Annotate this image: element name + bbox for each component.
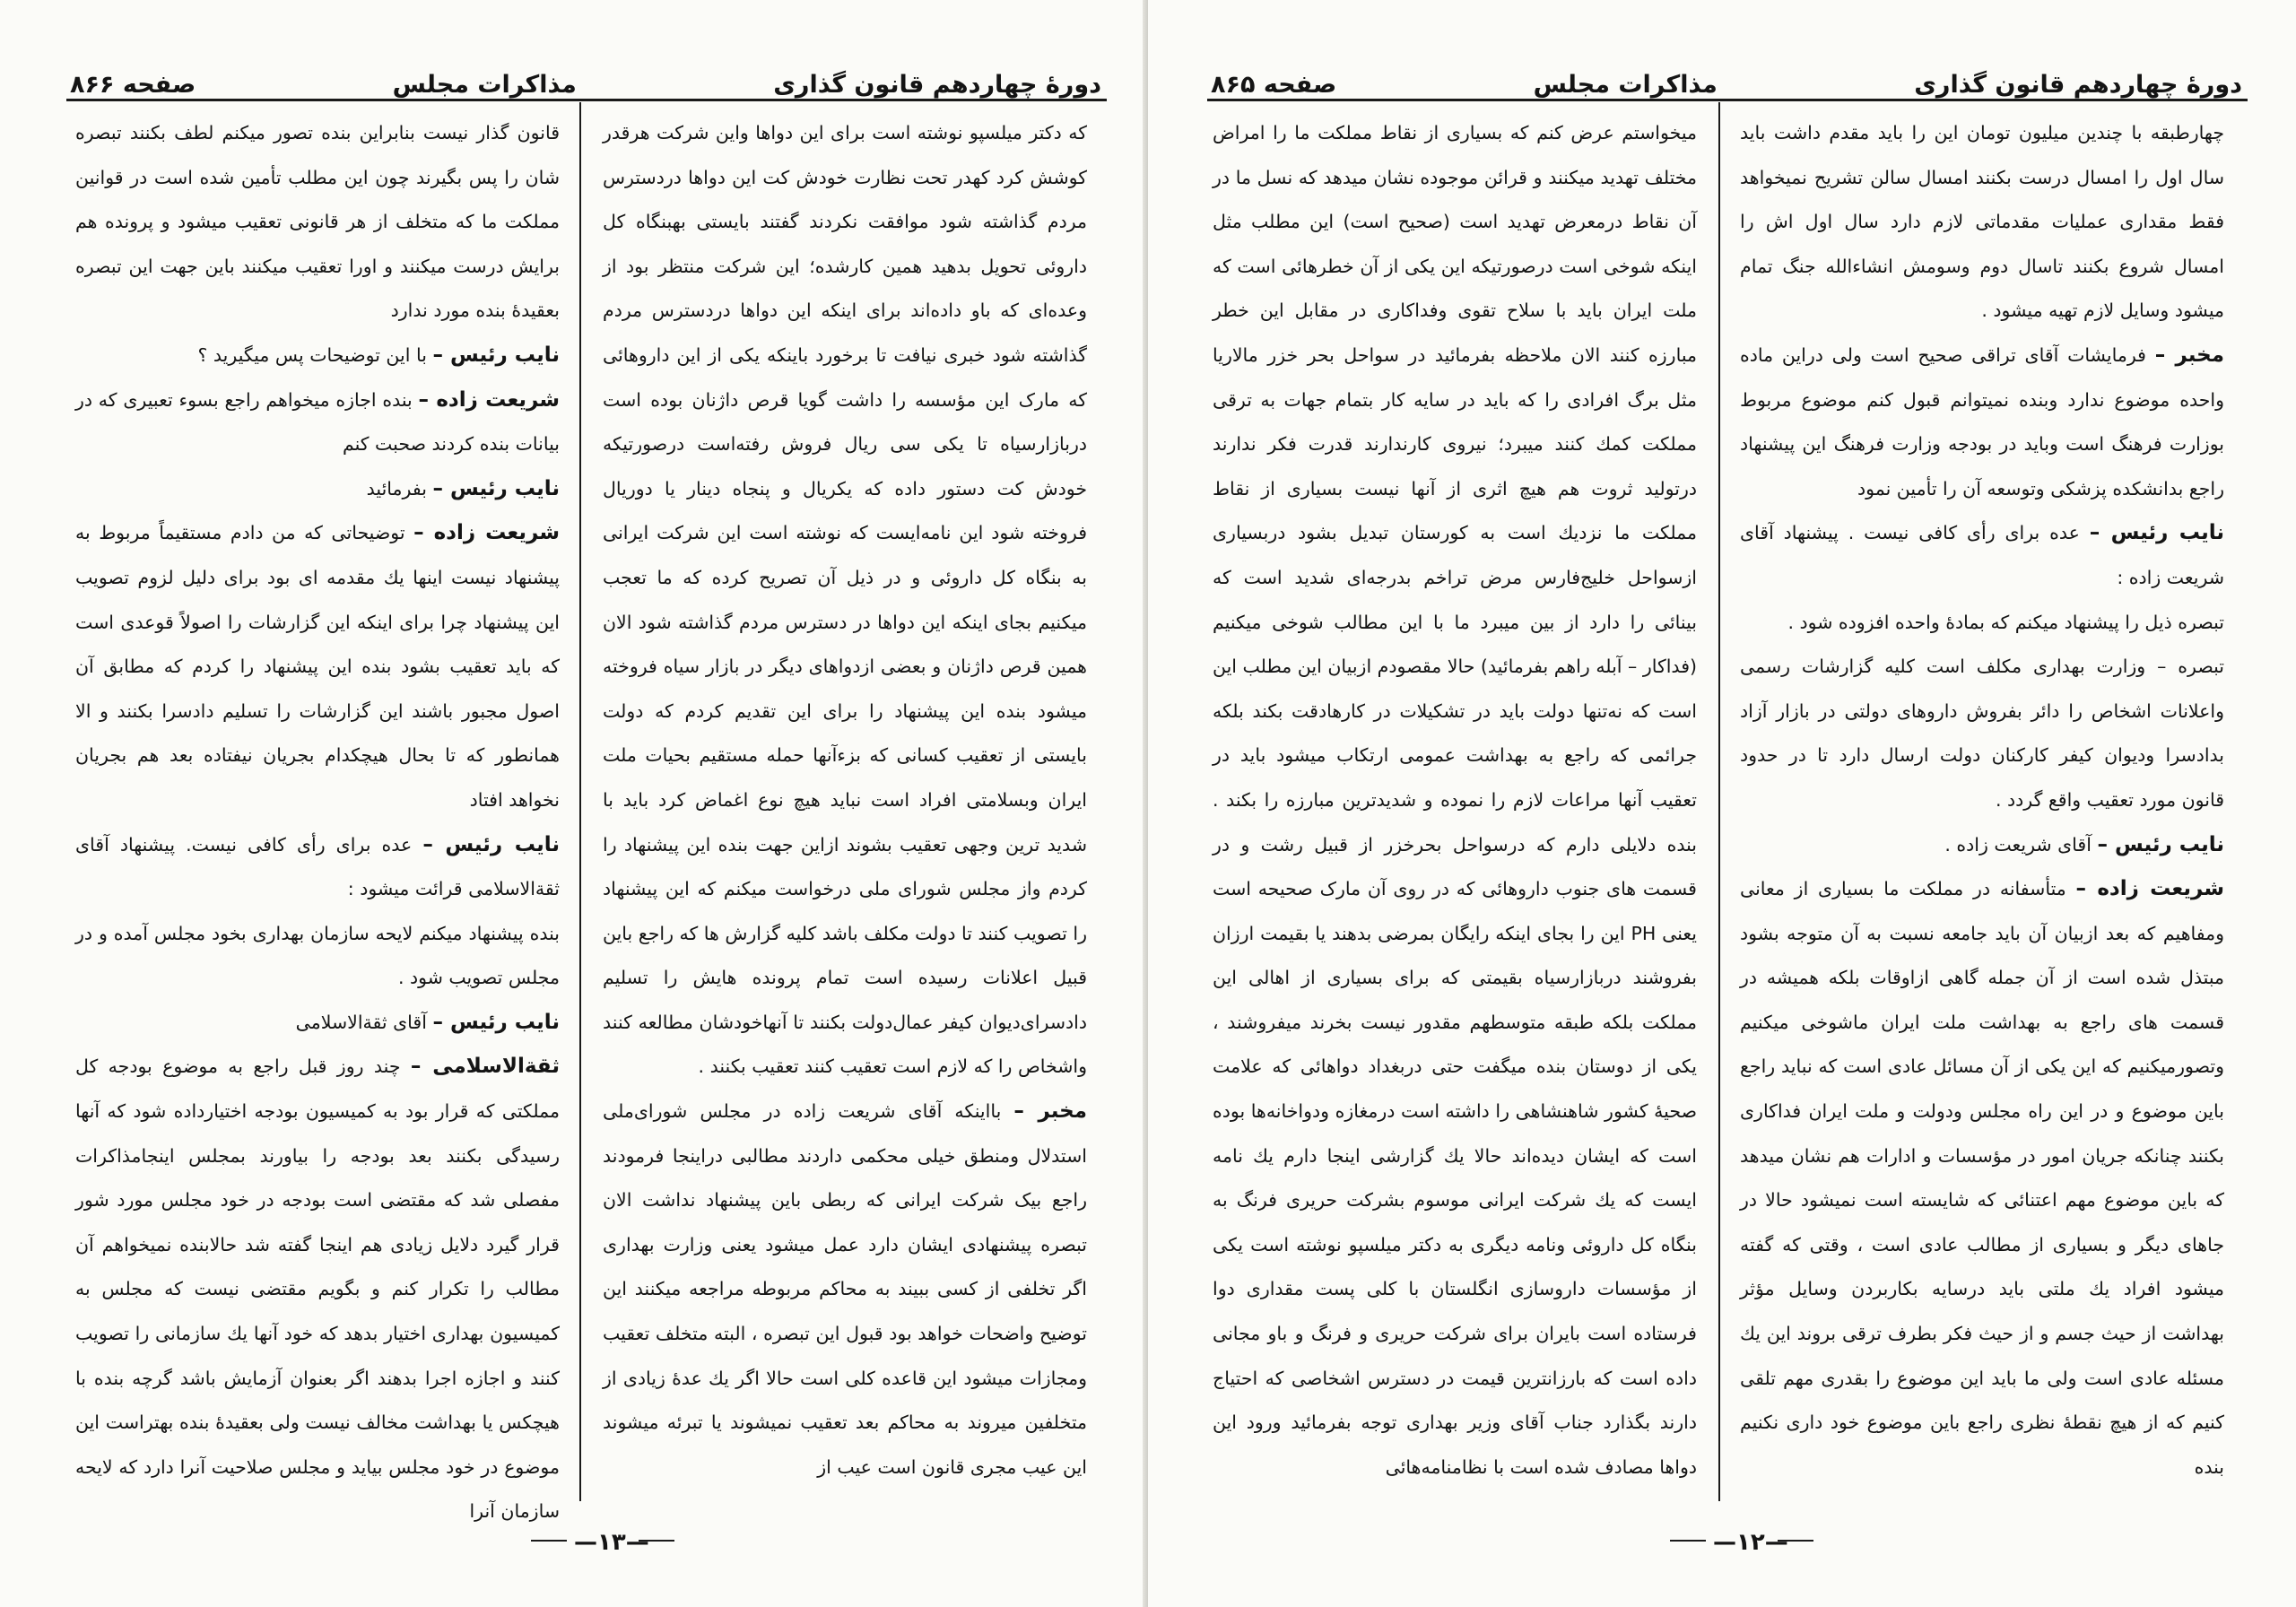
paragraph (1740, 111, 2224, 334)
speaker-name: مخبر – (1013, 1099, 1087, 1124)
speaker-name: نایب رئیس – (432, 476, 560, 500)
paragraph (603, 1090, 1087, 1490)
paragraph-text: بنده پیشنهاد میکنم لایحه سازمان بهداری بخود مجلس آمده و در مجلس تصویب شود . (75, 922, 560, 989)
right-header-rule (1207, 99, 2248, 101)
right-page (1148, 0, 2296, 1607)
paragraph-text: تبصره – وزارت بهداری مکلف است کلیه گزارشات رسمی واعلانات اشخاص را دائر بفروش داروهای دولتی در بازار آزاد بدادسرا ودیوان کیفر کارکنان دولت ارسال دارد تا در حدود قانون مورد تعقیب واقع گردد . (1740, 656, 2224, 811)
left-header-center: مذاکرات مجلس (392, 71, 577, 99)
speaker-name: نایب رئیس – (432, 1010, 560, 1034)
paragraph (75, 1045, 560, 1534)
paragraph-text: که دکتر میلسپو نوشته است برای این دواها واین شرکت هرقدر کوشش کرد کهدر تحت نظارت خودش کت این دواها دردسترس مردم گذاشته شود موافقت نکردند گفتند بایستی بهبنگاه کل داروئی تحویل بدهید همین کارشده؛ این شرکت منتظر بود از وعده‌ای که باو داده‌اند برای اینکه این دواها دردسترس مردم گذاشته شود خبری نیافت تا برخورد باینکه یکی از این داروهائی که مارک این مؤسسه را داشت گویا قرص داژنان بوده است دربازارسیاه تا یکی سی ریال فروش رفته‌است درصورتیکه خودش کت دستور داده که یکریال و پنجاه دینار یا دوریال فروخته شود این نامه‌ایست که نوشته است این شرکت ایرانی به بنگاه کل داروئی و در ذیل آن تصریح کرده که ما تعجب میکنیم بجای اینکه این دواها در دسترس مردم گذاشته شود الان همین قرص داژنان و بعضی ازدواهای دیگر در بازار سیاه فروخته میشود بنده این پیشنهاد را برای این تقدیم کردم که دولت بایستی از تعقیب کسانی که بزءآنها حمله مستقیم بحیات ملت ایران وبسلامتی افراد است نباید هیچ نوع اغماض کرد باید با شدید ترین وجهی تعقیب بشوند ازاین جهت بنده این پیشنهاد را کردم واز مجلس شورای ملی درخواست میکنم که این پیشنهاد را تصویب کنند تا دولت مکلف باشد کلیه گزارش ها که راجع باین قبیل اعلانات رسیده است تمام پرونده هایش را تسلیم دادسرای‌دیوان کیفر عمال‌دولت بکنند تا آنهاخودشان مطالعه کنند واشخاص را که لازم است تعقیب کنند تعقیب بکنند . (603, 122, 1087, 1078)
right-header-page-label: صفحه ۸۶۵ (1211, 71, 1337, 99)
paragraph-text: تبصره ذیل را پیشنهاد میکنم که بمادهٔ واحده افزوده شود . (1787, 611, 2224, 633)
paragraph-text: متأسفانه در مملکت ما بسیاری از معانی ومفاهیم که بعد ازبیان آن باید جامعه نسبت به آن متوجه بشود مبتذل شده است از آن جمله گاهی ازاوقات بلکه همیشه در قسمت های راجع به بهداشت ملت ایران ماشوخی میکنیم وتصورمیکنیم که این یکی از آن مسائل عادی است که نباید راجع باین موضوع و در این راه مجلس ودولت و ملت ایران فداکاری بکنند چنانکه جریان امور در مؤسسات و ادارات هم نشان میدهد که باین موضوع مهم اعتنائی که شایسته است نمیشود حالا در جاهای دیگر و بسیاری از مطالب عادی است ، وقتی که گفته میشود افراد یك ملتی باید درسایه بکاربردن وسایل مؤثر بهداشت از حیث جسم و از حیث فکر بطرف ترقی بروند این یك مسئله عادی است ولی ما باید این موضوع را بقدری مهم تلقی کنیم که از هیچ نقطهٔ نظری راجع باین موضوع خود داری نکنیم بنده (1740, 878, 2224, 1478)
paragraph-text: قانون گذار نیست بنابراین بنده تصور میکنم لطف بکنند تبصره شان را پس بگیرند چون این مطلب تأمین شده است در قوانین مملکت ما که متخلف از هر قانونی تعقیب میشود و پرونده هم برایش درست میکنند و اورا تعقیب میکنند باین جهت این تبصره بعقیدهٔ بنده مورد ندارد (75, 122, 560, 322)
paragraph-text: عده برای رأی کافی نیست . پیشنهاد آقای شریعت زاده : (1740, 522, 2224, 588)
paragraph (603, 111, 1087, 1090)
paragraph (1740, 645, 2224, 822)
paragraph (75, 334, 560, 378)
paragraph-text: چهارطبقه با چندین میلیون تومان این را باید مقدم داشت باید سال اول را امسال درست بکنند امسال سالن تشریح نمیخواهد فقط مقداری عملیات مقدماتی لازم دارد سال اول اش را امسال شروع بکنند تاسال دوم وسومش انشاءالله جنگ تمام میشود وسایل لازم تهیه میشود . (1740, 122, 2224, 322)
right-page-footer: —۱۲— (1713, 1529, 1788, 1556)
left-page-footer: —۱۳— (574, 1529, 649, 1556)
right-header-title: دورهٔ چهاردهم قانون گذاری (1914, 71, 2242, 99)
right-page-header (1211, 59, 2242, 99)
paragraph-text: عده برای رأی کافی نیست. پیشنهاد آقای ثقة‌الاسلامی قرائت میشود : (75, 833, 560, 900)
paragraph (1740, 334, 2224, 511)
left-page-left-column (75, 111, 560, 1523)
right-page-right-column (1740, 111, 2224, 1501)
paragraph-text: آقای ثقة‌الاسلامی (295, 1011, 427, 1033)
paragraph-text: توضیحاتی که من دادم مستقیماً مربوط به پیشنهاد نیست اینها یك مقدمه ای بود برای دلیل لزوم تصویب این پیشنهاد چرا برای اینکه این گزارشات را اصولاً قوعدی است که باید تعقیب بشود بنده این پیشنهاد را کردم که مطابق آن اصول مجبور باشند این گزارشات را تسلیم دادسرا بکنند و الا همانطور که تا بحال هیچکدام بجریان نیفتاده بعد هم بجریان نخواهد افتاد (75, 522, 560, 811)
paragraph-text: بفرمائید (366, 477, 427, 499)
right-footer-rule-a (1670, 1540, 1706, 1542)
speaker-name: ثقة‌الاسلامی – (410, 1055, 560, 1079)
right-page-column-divider (1718, 102, 1720, 1501)
left-footer-rule-b (639, 1540, 674, 1542)
speaker-name: نایب رئیس – (432, 343, 560, 367)
paragraph-text: بااینکه آقای شریعت زاده در مجلس شورای‌ملی استدلال ومنطق خیلی محکمی داردند مطالبی دراینجا فرمودند راجع بیک شرکت ایرانی که ربطی باین پیشنهاد نداشت الان تبصره پیشنهادی ایشان دارد عمل میشود یعنی وزارت بهداری اگر تخلفی از کسی ببیند به محاکم مربوطه مراجعه میکنند این توضیح واضحات خواهد بود قبول این تبصره ، البته متخلف تعقیب ومجازات میشود این قاعده کلی است حالا اگر یك عدهٔ زیادی از متخلفین میروند به محاکم بعد تعقیب نمیشوند یا تبرئه میشوند این عیب مجری قانون است عیب از (603, 1100, 1087, 1478)
left-header-title: دورهٔ چهاردهم قانون گذاری (773, 71, 1101, 99)
speaker-name: شریعت زاده – (413, 521, 560, 545)
paragraph-text: آقای شریعت زاده . (1944, 833, 2092, 856)
speaker-name: نایب رئیس – (422, 832, 560, 856)
paragraph-text: بنده اجازه میخواهم راجع بسوء تعبیری که در بیانات بنده کردند صحبت کنم (75, 388, 560, 456)
paragraph (1740, 823, 2224, 868)
right-page-left-column (1213, 111, 1697, 1501)
paragraph (75, 511, 560, 822)
paragraph (75, 378, 560, 467)
paragraph (1740, 511, 2224, 600)
left-footer-rule-a (531, 1540, 567, 1542)
paragraph-text: فرمایشات آقای تراقی صحیح است ولی دراین ماده واحده موضوع ندارد وبنده نمیتوانم قبول کنم موضوع مربوط بوزارت فرهنگ است وباید در بودجه وزارت فرهنگ این پیشنهاد راجع بدانشکده پزشکی وتوسعه آن را تأمین نمود (1740, 343, 2224, 499)
paragraph-text: چند روز قبل راجع به موضوع بودجه کل مملکتی که قرار بود به کمیسیون بودجه اختیارداده شود که آنها رسیدگی بکنند بعد بودجه را بیاورند بمجلس اینجامذاکرات مفصلی شد که مقتضی است بودجه در خود مجلس مورد شور قرار گیرد دلایل زیادی هم اینجا گفته شد حالابنده نمیخواهم آن مطالب را تکرار کنم و بگویم مقتضی نیست که مجلس به کمیسیون بهداری اختیار بدهد که خود آنها یك سازمانی را تصویب کنند و اجازه اجرا بدهند اگر بعنوان آزمایش باشد گرچه بنده با هیچکس یا بهداشت مخالف نیست ولی بعقیدهٔ بنده بهتراست این موضوع در خود مجلس بیاید و مجلس صلاحیت آنرا دارد که لایحه سازمان آنرا (75, 1055, 560, 1523)
speaker-name: مخبر – (2154, 343, 2224, 367)
speaker-name: نایب رئیس – (2089, 521, 2224, 545)
left-page-header (70, 59, 1101, 99)
speaker-name: شریعت زاده – (2075, 877, 2224, 901)
speaker-name: نایب رئیس – (2097, 832, 2224, 856)
paragraph-text: با این توضیحات پس میگیرید ؟ (197, 343, 427, 366)
paragraph (1213, 111, 1697, 1490)
speaker-name: شریعت زاده – (418, 387, 560, 412)
paragraph (75, 1001, 560, 1046)
right-header-center: مذاکرات مجلس (1533, 71, 1718, 99)
paragraph-text: میخواستم عرض کنم که بسیاری از نقاط مملکت ما را امراض مختلف تهدید میکنند و قرائن موجوده نشان میدهد که نسل ما در آن نقاط درمعرض تهدید است (صحیح است) این مطلب مثل اینکه شوخی است درصورتیکه این یکی از آن خطرهائی است که ملت ایران باید با سلاح تقوی وفداکاری در مقابل این خطر مبارزه کنند الان ملاحظه بفرمائید در سواحل بحر خزر مالاریا مثل برگ افرادی را که باید در سایه کار بتمام جهات به ترقی مملکت کمك کنند میبرد؛ نیروی کارندارند قدرت فکر ندارند درتولید ثروت هم هیچ اثری از آنها نیست بسیاری از نقاط مملکت ما نزدیك است به کورستان تبدیل بشود دربسیاری ازسواحل خلیج‌فارس مرض تراخم بدرجه‌ای شدید است که بینائی را دارد از بین میبرد ما با این مطالب شوخی میکنیم (فداکار – آبله راهم بفرمائید) حالا مقصودم ازبیان این مطلب این است که نه‌تنها دولت باید در تشکیلات در کارهادقت بکند بلکه جرائمی که راجع به بهداشت عمومی ارتکاب میشود باید در تعقیب آنها مراعات لازم را نموده و شدیدترین مبارزه را بکند . بنده دلایلی دارم که درسواحل بحرخزر از قبیل رشت و در قسمت های جنوب داروهائی که در روی آن مارک صحیحه است یعنی PH این را بجای اینکه رایگان بمرضی بدهند یا بقیمت ارزان بفروشند دربازارسیاه بقیمتی که برای بسیاری از اهالی این مملکت بلکه طبقه متوسطهم مقدور نیست بخرند میفروشند ، یکی از دوستان بنده میگفت حتی دربغداد دواهائی که علامت صحیهٔ کشور شاهنشاهی را داشته است درمغازه ودواخانه‌ها بوده است که ایشان دیده‌اند حالا یك گزارشی اینجا دارم یك نامه ایست که یك شرکت ایرانی موسوم بشرکت حریری فرنگ به بنگاه کل داروئی ونامه دیگری به دکتر میلسپو نوشته است یکی از مؤسسات داروسازی انگلستان با کلی پست مقداری دوا فرستاده است بایران برای شرکت حریری و فرنگ و باو مجانی داده است که بارزانترین قیمت در دسترس اشخاصی که احتیاج دارند بگذارد جناب آقای وزیر بهداری توجه بفرمائید ورود این دواها مصادف شده است با نظامنامه‌هائی (1213, 122, 1697, 1478)
left-page-right-column (603, 111, 1087, 1501)
left-header-rule (66, 99, 1107, 101)
paragraph (75, 111, 560, 334)
paragraph (75, 823, 560, 912)
left-header-page-label: صفحه ۸۶۶ (70, 71, 196, 99)
paragraph (1740, 601, 2224, 646)
paragraph (1740, 867, 2224, 1490)
paragraph (75, 467, 560, 512)
paragraph (75, 912, 560, 1001)
left-page-column-divider (579, 102, 581, 1501)
right-footer-rule-b (1778, 1540, 1813, 1542)
